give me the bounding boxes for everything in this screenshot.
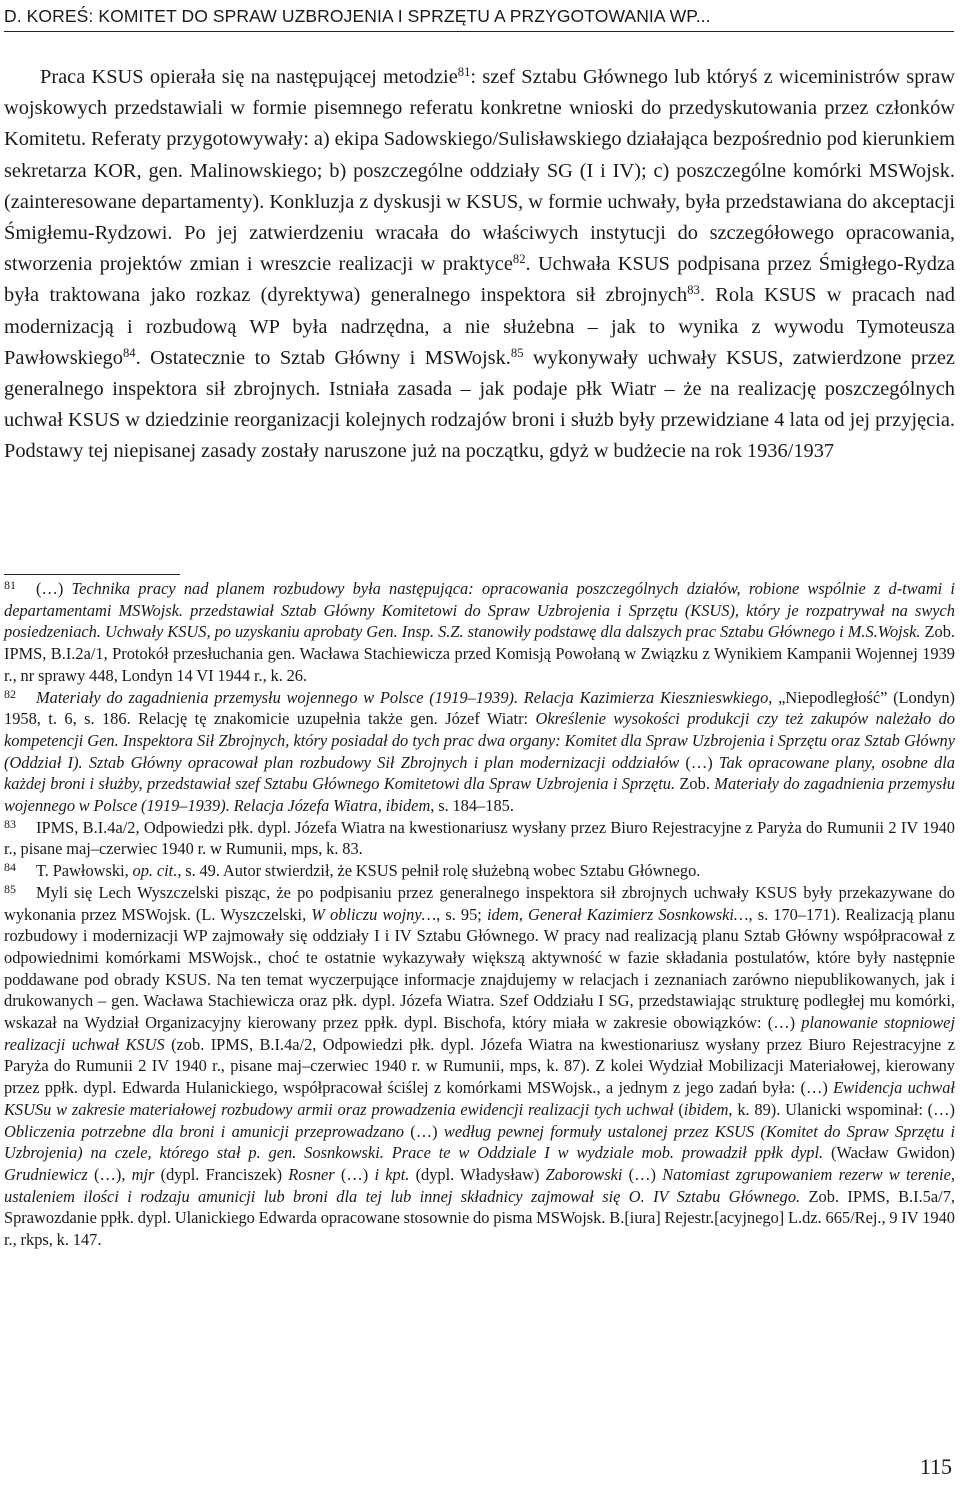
italic-text: Natomiast zgrupowaniem rezerw w terenie, ustaleniem ilości i rodzaju amunicji lub broni dla tej lub innej składnicy zajmował się O. IV Sztabu Głównego. bbox=[4, 1164, 955, 1206]
footnote-reference: 83 bbox=[687, 283, 700, 298]
italic-text: planowanie stopniowej realizacji uchwał KSUS bbox=[4, 1013, 955, 1054]
footnote-reference: 82 bbox=[512, 252, 526, 267]
text-run: , bbox=[518, 904, 528, 924]
text-run: , bbox=[377, 796, 386, 816]
text-run: (…) bbox=[36, 579, 72, 598]
text-run: , s. 170–171). Realizacją planu rozbudowy i modernizacji WP zajmowały się oddziały I i IV Sztabu Głównego. W pracy nad realizacją planu Sztab Główny współpracował z odpowiednimi komórkami MSWojsk., choć te ostatnie wykazywały większą aktywność w fazie składania postulatów, które były następnie poddawane pod obrady KSUS. Na ten temat wyczerpujące informacje znajdujemy w relacjach i zeznaniach zarówno niepublikowanych, jak i drukowanych – gen. Wacława Stachiewicza oraz płk. dypl. Józefa Wiatra. Szef Oddziału I SG, przedstawiając strukturę podległej mu komórki, wskazał na Wydział Organizacyjny kierowany przez ppłk. dypl. Bischofa, który miała w zakresie obowiązków: (…) bbox=[4, 904, 955, 1033]
page-number: 115 bbox=[919, 1454, 952, 1479]
text-run: (zob. IPMS, B.I.4a/2, Odpowiedzi płk. dypl. Józefa Wiatra na kwestionariusz wysłany przez Biuro Rejestracyjne z Paryża do Rumunii 2 IV 1940 r., pisane maj–czerwiec 1940 r. w Rumunii, mps, k. 87). Z kolei Wydział Mobilizacji Materiałowej, kierowany przez ppłk. dypl. Edwarda Hulanickiego, współpracował ściślej z komórkami MSWojsk., a jednym z jego zadań była: (…) bbox=[4, 1034, 955, 1098]
text-run: (…) bbox=[679, 752, 719, 772]
italic-text: Generał Kazimierz Sosnkowski… bbox=[528, 904, 749, 924]
text-run: , s. 49. Autor stwierdził, że KSUS pełnił rolę służebną wobec Sztabu Głównego. bbox=[177, 861, 701, 881]
italic-text: op. cit. bbox=[132, 861, 178, 881]
footnote-81: 81 (…) Technika pracy nad planem rozbudowy była następująca: opracowania poszczególnych działów, robione wspólnie z d-twami i departamentami MSWojsk. przedstawiał Sztab Główny Komitetowi do Spraw Uzbrojenia i Sprzętu (KSUS), który je rozpatrywał na swych posiedzeniach. Uchwały KSUS, po uzyskaniu aprobaty Gen. Insp. S.Z. stanowiły podstawę dla dalszych prac Sztabu Głównego i M.S.Wojsk. Zob. IPMS, B.I.2a/1, Protokół przesłuchania gen. Wacława Stachiewicza przed Komisją Powołaną w Związku z Wynikiem Kampanii Wojennej 1939 r., nr sprawy 448, Londyn 14 VI 1944 r., k. 26. bbox=[4, 578, 955, 685]
text-run: , s. 95; bbox=[436, 904, 487, 924]
italic-text: W obliczu wojny… bbox=[311, 904, 437, 924]
italic-text: Grudniewicz bbox=[4, 1164, 88, 1184]
italic-text: Zaborowski bbox=[545, 1164, 623, 1184]
text-run: , k. 89). Ulanicki wspominał: (…) bbox=[728, 1099, 955, 1119]
italic-text: Ewidencja uchwał KSUSu w zakresie materiałowej rozbudowy armii oraz prowadzenia ewidencji realizacji tych uchwał bbox=[4, 1078, 955, 1119]
italic-text: Tak opracowane plany, osobne dla każdej broni i służby, przedstawiał szef Sztabu Głównego Komitetowi dla Spraw Uzbrojenia i Sprzętu. bbox=[4, 752, 955, 794]
text-run: Myli się Lech Wyszczelski pisząc, że po podpisaniu przez generalnego inspektora sił zbrojnych uchwały KSUS były przekazywane do wykonania przez MSWojsk. (L. Wyszczelski, bbox=[4, 882, 955, 924]
footnote-reference: 81 bbox=[457, 65, 471, 80]
text-run: „Niepodległość” (Londyn) 1958, t. 6, s. 186. Relację tę znakomicie uzupełnia także gen. Józef Wiatr: bbox=[4, 687, 955, 729]
text-run: (…) bbox=[403, 1121, 444, 1141]
footnote-reference: 84 bbox=[122, 345, 136, 360]
text-run: Zob. IPMS, B.I.5a/7, Sprawozdanie ppłk. dypl. Ulanickiego Edwarda opracowane stosownie do pisma MSWojsk. B.[iura] Rejestr.[acyjnego] L.dz. 665/Rej., 9 IV 1940 r., rkps, k. 147. bbox=[4, 1186, 955, 1250]
text-run: , s. 184–185. bbox=[430, 796, 514, 816]
italic-text: ibidem bbox=[385, 796, 431, 816]
text-run: IPMS, B.I.4a/2, Odpowiedzi płk. dypl. Józefa Wiatra na kwestionariusz wysłany przez Biuro Rejestracyjne z Paryża do Rumunii 2 IV 1940 r., pisane maj–czerwiec 1940 r. w Rumunii, mps, k. 83. bbox=[4, 817, 955, 859]
text-run: T. Pawłowski, bbox=[36, 861, 133, 881]
italic-text: i kpt. bbox=[374, 1164, 410, 1184]
text-run: (dypl. Franciszek) bbox=[154, 1164, 289, 1184]
italic-text: według pewnej formuły ustalonej przez KSUS (Komitet do Spraw Sprzętu i Uzbrojenia) na czele, którego stał p. gen. Sosnkowski. Prace te w Oddziale I w wydziale mob. prowadził ppłk dypl. bbox=[4, 1121, 956, 1163]
italic-text: Materiały do zagadnienia przemysłu wojennego w Polsce (1919–1939). Relacja Józefa Wiatra bbox=[4, 774, 955, 816]
italic-text: mjr bbox=[131, 1164, 155, 1184]
text-run: . Uchwała KSUS podpisana przez Śmigłego-Rydza była traktowana jako rozkaz (dyrektywa) generalnego inspektora sił zbrojnych bbox=[4, 253, 955, 307]
text-run: (…) bbox=[622, 1164, 663, 1184]
footnote-separator bbox=[4, 574, 180, 575]
footnote-82: 82 Materiały do zagadnienia przemysłu wojennego w Polsce (1919–1939). Relacja Kazimierza Kiesznieswkiego, „Niepodległość” (Londyn) 1958, t. 6, s. 186. Relację tę znakomicie uzupełnia także gen. Józef Wiatr: Określenie wysokości produkcji czy też zakupów należało do kompetencji Gen. Inspektora Sił Zbrojnych, który posiadał do tych prac dwa organy: Komitet dla Spraw Uzbrojenia i Sprzętu oraz Sztab Główny (Oddział I). Sztab Główny opracował plan rozbudowy Sił Zbrojnych i plan modernizacji oddziałów (…) Tak opracowane plany, osobne dla każdej broni i służby, przedstawiał szef Sztabu Głównego Komitetowi dla Spraw Uzbrojenia i Sprzętu. Zob. Materiały do zagadnienia przemysłu wojennego w Polsce (1919–1939). Relacja Józefa Wiatra, ibidem, s. 184–185. bbox=[4, 686, 955, 816]
text-run: . Ostatecznie to Sztab Główny i MSWojsk. bbox=[135, 346, 511, 369]
footnote-85: 85 Myli się Lech Wyszczelski pisząc, że po podpisaniu przez generalnego inspektora sił zbrojnych uchwały KSUS były przekazywane do wykonania przez MSWojsk. (L. Wyszczelski, W obliczu wojny…, s. 95; idem, Generał Kazimierz Sosnkowski…, s. 170–171). Realizacją planu rozbudowy i modernizacji WP zajmowały się oddziały I i IV Sztabu Głównego. W pracy nad realizacją planu Sztab Główny współpracował z odpowiednimi komórkami MSWojsk., choć te ostatnie wykazywały większą aktywność w fazie składania postulatów, które były następnie poddawane pod obrady KSUS. Na ten temat wyczerpujące informacje znajdujemy w relacjach i zeznaniach zarówno niepublikowanych, jak i drukowanych – gen. Wacława Stachiewicza oraz płk. dypl. Józefa Wiatra. Szef Oddziału I SG, przedstawiając strukturę podległej mu komórki, wskazał na Wydział Organizacyjny kierowany przez ppłk. dypl. Bischofa, który miała w zakresie obowiązków: (…) planowanie stopniowej realizacji uchwał KSUS (zob. IPMS, B.I.4a/2, Odpowiedzi płk. dypl. Józefa Wiatra na kwestionariusz wysłany przez Biuro Rejestracyjne z Paryża do Rumunii 2 IV 1940 r., pisane maj–czerwiec 1940 r. w Rumunii, mps, k. 87). Z kolei Wydział Mobilizacji Materiałowej, kierowany przez ppłk. dypl. Edwarda Hulanickiego, współpracował ściślej z komórkami MSWojsk., a jednym z jego zadań była: (…) Ewidencja uchwał KSUSu w zakresie materiałowej rozbudowy armii oraz prowadzenia ewidencji realizacji tych uchwał (ibidem, k. 89). Ulanicki wspominał: (…) Obliczenia potrzebne dla broni i amunicji przeprowadzano (…) według pewnej formuły ustalonej przez KSUS (Komitet do Spraw Sprzętu i Uzbrojenia) na czele, którego stał p. gen. Sosnkowski. Prace te w Oddziale I w wydziale mob. prowadził ppłk dypl. (Wacław Gwidon) Grudniewicz (…), mjr (dypl. Franciszek) Rosner (…) i kpt. (dypl. Władysław) Zaborowski (…) Natomiast zgrupowaniem rezerw w terenie, ustaleniem ilości i rodzaju amunicji lub broni dla tej lub innej składnicy zajmował się O. IV Sztabu Głównego. Zob. IPMS, B.I.5a/7, Sprawozdanie ppłk. dypl. Ulanickiego Edwarda opracowane stosownie do pisma MSWojsk. B.[iura] Rejestr.[acyjnego] L.dz. 665/Rej., 9 IV 1940 r., rkps, k. 147. bbox=[4, 882, 956, 1250]
italic-text: Rosner bbox=[288, 1164, 335, 1184]
text-run: Zob. IPMS, B.I.2a/1, Protokół przesłuchania gen. Wacława Stachiewicza przed Komisją Powołaną w Związku z Wynikiem Kampanii Wojennej 1939 r., nr sprawy 448, Londyn 14 VI 1944 r., k. 26. bbox=[4, 622, 955, 685]
text-run: Zob. bbox=[675, 774, 715, 794]
italic-text: Obliczenia potrzebne dla broni i amunicji przeprowadzano bbox=[4, 1121, 404, 1141]
main-text bbox=[4, 62, 955, 468]
text-run: (…), bbox=[87, 1164, 132, 1184]
footnotes bbox=[4, 578, 955, 1251]
body-paragraph bbox=[4, 62, 955, 468]
text-run: ( bbox=[673, 1099, 684, 1119]
footnote-84: 84 T. Pawłowski, op. cit., s. 49. Autor stwierdził, że KSUS pełnił rolę służebną wobec Sztabu Głównego. bbox=[4, 860, 701, 881]
text-run: (Wacław Gwidon) bbox=[823, 1143, 955, 1163]
italic-text: Technika pracy nad planem rozbudowy była następująca: opracowania poszczególnych działów, robione wspólnie z d-twami i departamentami MSWojsk. przedstawiał Sztab Główny Komitetowi do Spraw Uzbrojenia i Sprzętu (KSUS), który je rozpatrywał na swych posiedzeniach. Uchwały KSUS, po uzyskaniu aprobaty Gen. Insp. S.Z. stanowiły podstawę dla dalszych prac Sztabu Głównego i M.S.Wojsk. bbox=[4, 579, 955, 642]
text-run: wykonywały uchwały KSUS, zatwierdzone przez generalnego inspektora sił zbrojnych. Istniała zasada – jak podaje płk Wiatr – że na realizację poszczególnych uchwał KSUS w dziedzinie reorganizacji kolejnych rodzajów broni i służb były przewidziane 4 lata od jej przyjęcia. Podstawy tej niepisanej zasady zostały naruszone już na początku, gdyż w budżecie na rok 1936/1937 bbox=[4, 346, 955, 463]
text-run: Praca KSUS opierała się na następującej metodzie bbox=[40, 66, 458, 88]
running-header: D. KOREŚ: KOMITET DO SPRAW UZBROJENIA I SPRZĘTU A PRZYGOTOWANIA WP... bbox=[4, 6, 954, 32]
footnote-83: 83 IPMS, B.I.4a/2, Odpowiedzi płk. dypl. Józefa Wiatra na kwestionariusz wysłany przez Biuro Rejestracyjne z Paryża do Rumunii 2 IV 1940 r., pisane maj–czerwiec 1940 r. w Rumunii, mps, k. 83. bbox=[4, 816, 955, 859]
text-run: . Rola KSUS w pracach nad modernizacją i rozbudową WP była nadrzędna, a nie służebna – jak to wynika z wywodu Tymoteusza Pawłowskiego bbox=[4, 284, 955, 369]
italic-text: Materiały do zagadnienia przemysłu wojennego w Polsce (1919–1939). Relacja Kazimierza Kiesznieswkiego, bbox=[36, 687, 773, 707]
text-run: : szef Sztabu Głównego lub któryś z wiceministrów spraw wojskowych przedstawiali w formie pisemnego referatu konkretne wnioski do przedyskutowania przez członków Komitetu. Referaty przygotowywały: a) ekipa Sadowskiego/Sulisławskiego działająca bezpośrednio pod kierunkiem sekretarza KOR, gen. Malinowskiego; b) poszczególne oddziały SG (I i IV); c) poszczególne komórki MSWojsk. (zainteresowane departamenty). Konkluzja z dyskusji w KSUS, w formie uchwały, była przedstawiana do akceptacji Śmigłemu-Rydzowi. Po jej zatwierdzeniu wracała do właściwych instytucji do szczegółowego opracowania, stworzenia projektów zmian i wreszcie realizacji w praktyce bbox=[4, 66, 956, 276]
footnote-reference: 85 bbox=[510, 345, 524, 360]
italic-text: Określenie wysokości produkcji czy też zakupów należało do kompetencji Gen. Inspektora Sił Zbrojnych, który posiadał do tych prac dwa organy: Komitet dla Spraw Uzbrojenia i Sprzętu oraz Sztab Główny (Oddział I). Sztab Główny opracował plan rozbudowy Sił Zbrojnych i plan modernizacji oddziałów bbox=[4, 709, 955, 772]
text-run: (dypl. Władysław) bbox=[409, 1164, 546, 1184]
italic-text: idem bbox=[486, 904, 519, 924]
italic-text: ibidem bbox=[683, 1099, 729, 1119]
text-run: (…) bbox=[334, 1164, 375, 1184]
